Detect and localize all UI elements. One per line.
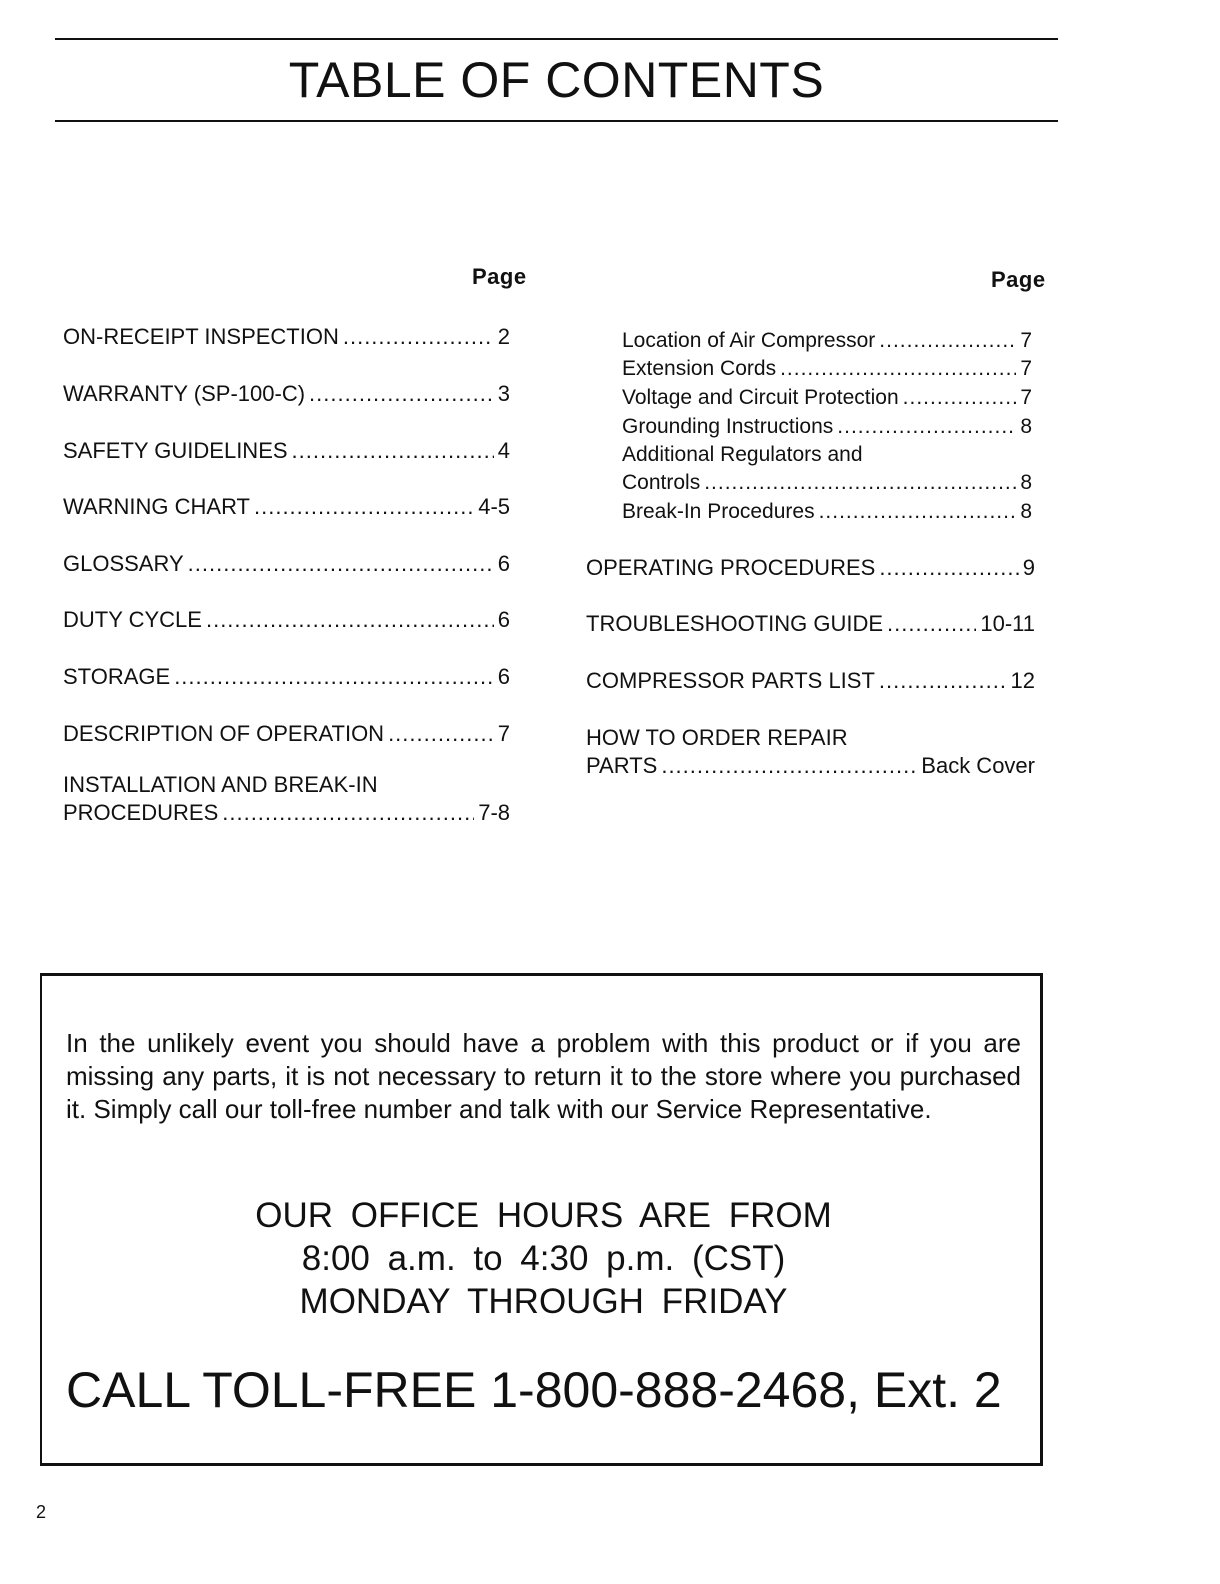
toc-entry-page: 7 — [497, 721, 510, 746]
toc-entry-label: Additional Regulators and — [622, 443, 863, 466]
toc-entry-duty-cycle[interactable] — [63, 606, 510, 634]
service-notice-box — [40, 973, 1043, 1466]
toc-entry-label: HOW TO ORDER REPAIR — [586, 725, 848, 750]
toc-entry-page: 7 — [1020, 329, 1032, 352]
toc-entry-label: WARRANTY (SP-100-C) — [63, 381, 306, 406]
toc-entry-label: ON-RECEIPT INSPECTION — [63, 324, 339, 349]
toc-entry-page: 4 — [497, 438, 510, 463]
toc-entry-page: 6 — [497, 664, 510, 689]
toc-entry-page: 2 — [497, 324, 510, 349]
office-hours — [42, 1194, 1045, 1323]
dot-leader — [704, 469, 1016, 497]
toc-entry-storage[interactable] — [63, 663, 510, 691]
toc-entry-page: 7-8 — [478, 800, 510, 825]
dot-leader — [222, 799, 474, 827]
toc-entry-label: COMPRESSOR PARTS LIST — [586, 668, 875, 693]
top-rule — [55, 38, 1058, 40]
toc-entry-label: DUTY CYCLE — [63, 607, 202, 632]
toc-entry-operating-procedures[interactable] — [586, 554, 1035, 582]
toc-entry-label: SAFETY GUIDELINES — [63, 438, 288, 463]
toc-entry-label: DESCRIPTION OF OPERATION — [63, 721, 385, 746]
toc-entry-label-continued: Controls — [622, 471, 701, 494]
toc-entry-page: 7 — [1020, 386, 1032, 409]
toc-entry-page: 8 — [1020, 500, 1032, 523]
office-hours-line: OUR OFFICE HOURS ARE FROM — [255, 1196, 832, 1235]
toc-entry-label: Location of Air Compressor — [622, 329, 876, 352]
left-column-page-heading: Page — [472, 264, 527, 289]
toc-entry-label-continued: PARTS — [586, 753, 658, 778]
toc-entry-how-to-order-repair-parts[interactable] — [586, 724, 1035, 780]
toc-entry-label: STORAGE — [63, 664, 171, 689]
toc-subentry-additional-regulators[interactable] — [622, 441, 1032, 497]
dot-leader — [254, 493, 474, 521]
page-title: TABLE OF CONTENTS — [288, 52, 825, 108]
office-hours-days: MONDAY THROUGH FRIDAY — [299, 1282, 788, 1321]
toc-entry-page: 10-11 — [980, 611, 1035, 636]
toc-entry-installation-break-in[interactable] — [63, 771, 510, 827]
dot-leader — [903, 384, 1017, 412]
toc-entry-page: 6 — [497, 607, 510, 632]
toc-entry-page: 4-5 — [478, 494, 510, 519]
toc-entry-warranty[interactable] — [63, 380, 510, 408]
toc-entry-glossary[interactable] — [63, 550, 510, 578]
dot-leader — [879, 327, 1016, 355]
toc-entry-warning-chart[interactable] — [63, 493, 510, 521]
toc-entry-label: Grounding Instructions — [622, 415, 834, 438]
toc-entry-page: 6 — [497, 551, 510, 576]
right-column-page-heading: Page — [991, 267, 1046, 292]
dot-leader — [879, 667, 1007, 695]
dot-leader — [206, 606, 494, 634]
dot-leader — [174, 663, 494, 691]
page-number: 2 — [36, 1502, 47, 1522]
dot-leader — [388, 720, 494, 748]
toc-entry-label: OPERATING PROCEDURES — [586, 555, 876, 580]
toc-subentry-grounding-instructions[interactable] — [622, 413, 1032, 441]
toc-entry-label: TROUBLESHOOTING GUIDE — [586, 611, 884, 636]
dot-leader — [887, 610, 976, 638]
toc-entry-page: Back Cover — [921, 753, 1035, 778]
toc-entry-page: 8 — [1020, 471, 1032, 494]
toc-subentry-break-in-procedures[interactable] — [622, 498, 1032, 526]
toc-entry-page: 9 — [1022, 555, 1035, 580]
notice-paragraph: In the unlikely event you should have a problem with this product or if you are missing any parts, it is not necessary to return it to the store where you purchased it. Simply call our toll-free number and talk with our Service Representative. — [66, 1028, 1021, 1124]
toc-entry-page: 8 — [1020, 415, 1032, 438]
toc-entry-description-of-operation[interactable] — [63, 720, 510, 748]
toc-entry-label: Break-In Procedures — [622, 500, 815, 523]
toc-entry-page: 3 — [497, 381, 510, 406]
dot-leader — [309, 380, 494, 408]
title-underline — [55, 120, 1058, 122]
toc-entry-on-receipt-inspection[interactable] — [63, 323, 510, 351]
toc-subentry-extension-cords[interactable] — [622, 355, 1032, 383]
dot-leader — [819, 498, 1017, 526]
toc-subentry-location-of-air-compressor[interactable] — [622, 327, 1032, 355]
toc-entry-label: INSTALLATION AND BREAK-IN — [63, 772, 378, 797]
toc-entry-compressor-parts-list[interactable] — [586, 667, 1035, 695]
toc-subentry-voltage-circuit-protection[interactable] — [622, 384, 1032, 412]
dot-leader — [343, 323, 494, 351]
dot-leader — [780, 355, 1016, 383]
toll-free-number: CALL TOLL-FREE 1-800-888-2468, Ext. 2 — [66, 1362, 1002, 1418]
dot-leader — [879, 554, 1018, 582]
toc-entry-troubleshooting-guide[interactable] — [586, 610, 1035, 638]
dot-leader — [837, 413, 1016, 441]
dot-leader — [292, 437, 494, 465]
toc-entry-label: WARNING CHART — [63, 494, 250, 519]
toc-entry-label-continued: PROCEDURES — [63, 800, 219, 825]
dot-leader — [188, 550, 494, 578]
toc-entry-label: Extension Cords — [622, 357, 777, 380]
toc-entry-page: 12 — [1010, 668, 1035, 693]
toc-entry-page: 7 — [1020, 357, 1032, 380]
toc-entry-label: GLOSSARY — [63, 551, 184, 576]
toc-entry-safety-guidelines[interactable] — [63, 437, 510, 465]
toc-entry-label: Voltage and Circuit Protection — [622, 386, 899, 409]
office-hours-time: 8:00 a.m. to 4:30 p.m. (CST) — [301, 1239, 786, 1278]
dot-leader — [661, 752, 917, 780]
